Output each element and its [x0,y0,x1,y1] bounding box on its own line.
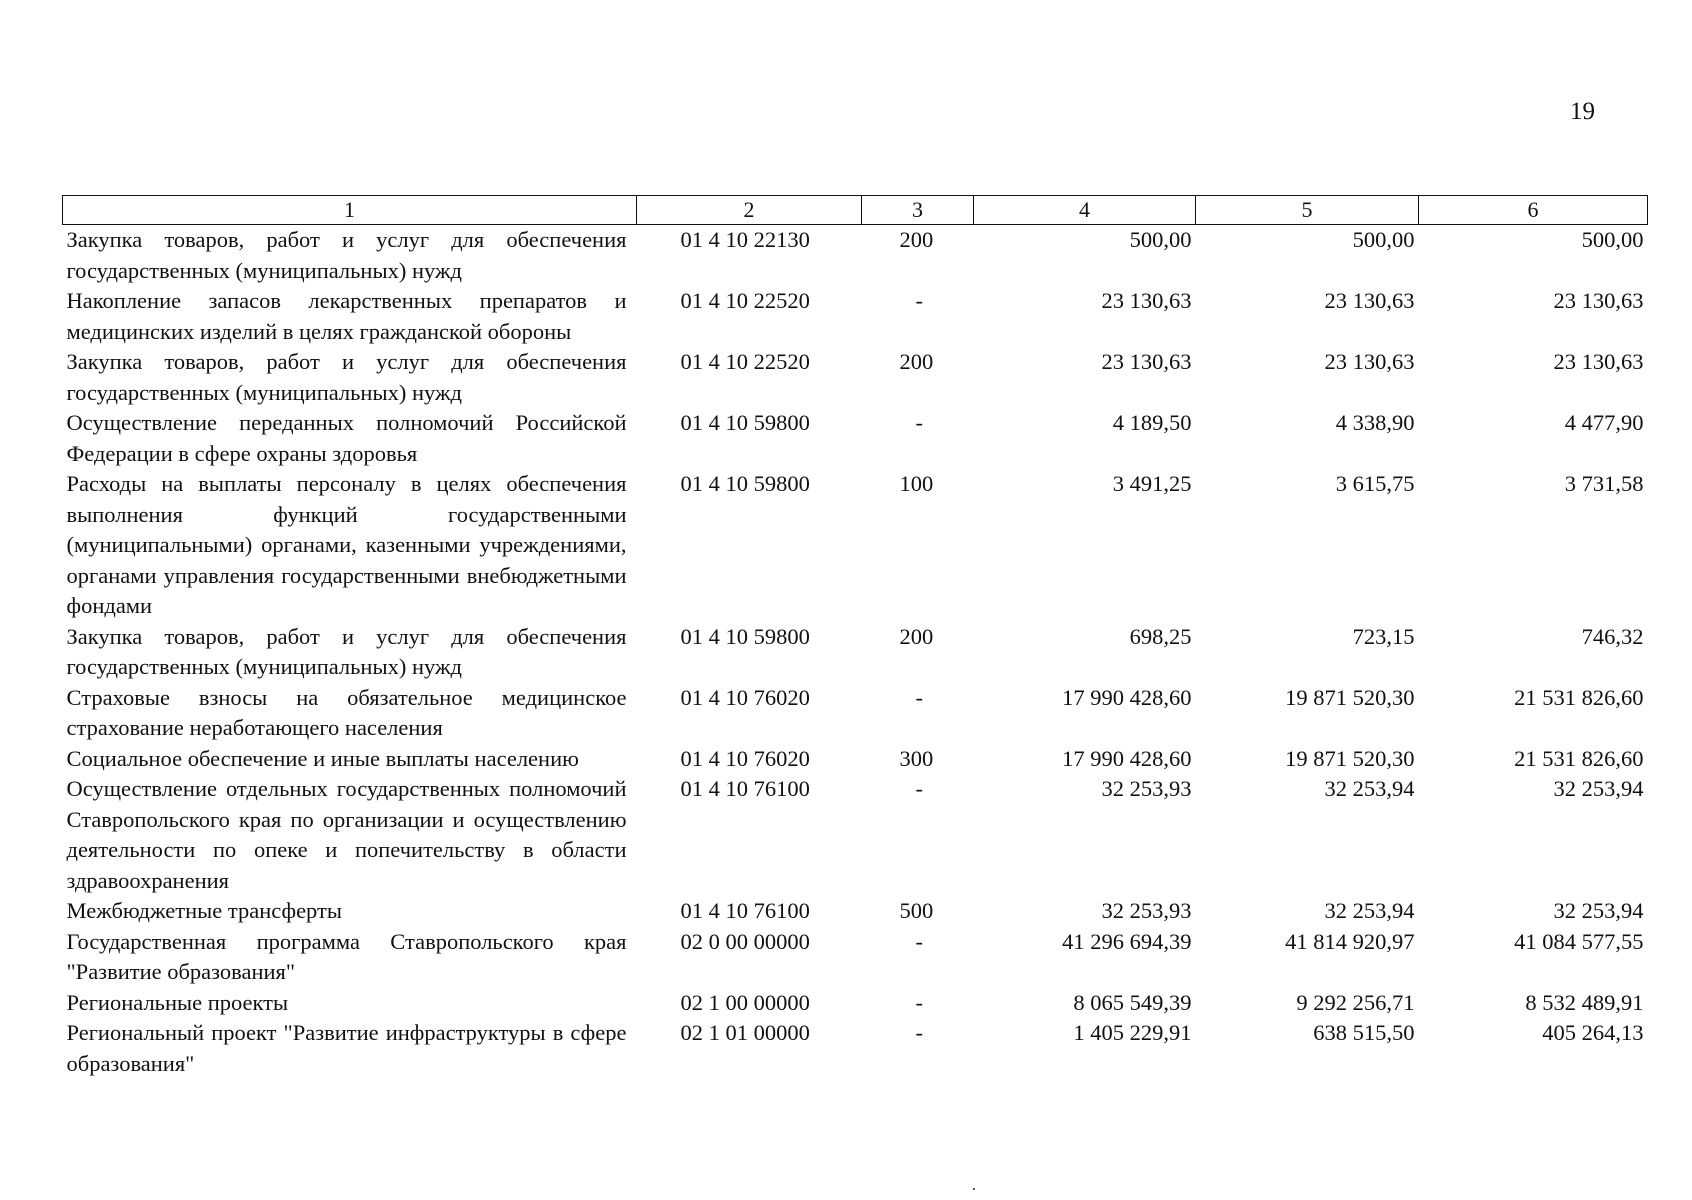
row-value-5: 32 253,94 [1324,898,1415,923]
column-header-2: 2 [637,196,862,225]
row-name: Закупка товаров, работ и услуг для обеспечения государственных (муниципальных) нужд [66,623,627,679]
row-value-6: 3 731,58 [1564,471,1644,496]
column-header-1: 1 [63,196,637,225]
row-value-6: 405 264,13 [1542,1020,1644,1045]
row-value-5: 4 338,90 [1335,410,1415,435]
table-row [63,408,1648,469]
row-code: 01 4 10 59800 [680,471,810,496]
row-value-6: 21 531 826,60 [1514,684,1644,710]
row-type: - [915,928,923,954]
table-row [63,225,1648,287]
row-name: Закупка товаров, работ и услуг для обеспечения государственных (муниципальных) нужд [66,349,627,405]
row-name: Межбюджетные трансферты [66,898,342,923]
row-code: 01 4 10 22520 [680,349,810,374]
table-row [63,744,1648,775]
row-value-4: 500,00 [1129,227,1192,252]
row-value-5: 723,15 [1352,623,1415,649]
row-code: 01 4 10 76020 [680,745,810,771]
row-code: 01 4 10 76100 [680,776,810,801]
row-value-5: 9 292 256,71 [1296,989,1415,1015]
row-value-6: 23 130,63 [1553,288,1644,313]
row-name: Государственная программа Ставропольского края "Развитие образования" [66,928,627,984]
table-body [63,225,1648,1080]
row-code: 01 4 10 76100 [680,898,810,923]
row-type: - [915,288,923,313]
row-value-5: 19 871 520,30 [1285,684,1415,710]
row-type: 300 [899,745,934,771]
row-name: Осуществление отдельных государственных полномочий Ставропольского края по организации и осуществлению деятельности по опеке и попечительству в области здравоохранения [66,776,627,893]
page-number: 19 [1570,98,1595,125]
row-code: 02 1 01 00000 [680,1020,810,1045]
row-value-4: 23 130,63 [1101,288,1192,313]
table-row [63,774,1648,896]
budget-table [62,195,1648,1079]
scan-speck [973,1188,975,1190]
row-value-6: 23 130,63 [1553,349,1644,374]
table-row [63,622,1648,683]
row-code: 01 4 10 59800 [680,623,810,649]
row-type: - [915,410,923,435]
row-value-6: 500,00 [1581,227,1644,252]
row-value-6: 32 253,94 [1553,776,1644,801]
row-value-4: 698,25 [1129,623,1192,649]
row-name: Накопление запасов лекарственных препаратов и медицинских изделий в целях гражданской обороны [66,288,627,344]
row-value-4: 4 189,50 [1112,410,1192,435]
row-code: 02 0 00 00000 [680,928,810,954]
row-code: 01 4 10 76020 [680,684,810,710]
row-type: - [915,1020,923,1045]
row-value-5: 19 871 520,30 [1285,745,1415,771]
row-value-4: 3 491,25 [1112,471,1192,496]
row-name: Закупка товаров, работ и услуг для обеспечения государственных (муниципальных) нужд [66,227,627,283]
row-value-5: 32 253,94 [1324,776,1415,801]
row-type: 200 [899,623,934,649]
table-row [63,683,1648,744]
row-value-4: 23 130,63 [1101,349,1192,374]
header-row [63,196,1648,225]
row-type: 200 [899,227,934,252]
row-code: 02 1 00 00000 [680,989,810,1015]
row-value-4: 8 065 549,39 [1073,989,1192,1015]
row-value-5: 3 615,75 [1335,471,1415,496]
column-header-5: 5 [1196,196,1419,225]
row-type: 500 [899,898,934,923]
row-value-6: 8 532 489,91 [1525,989,1644,1015]
row-name: Региональные проекты [66,989,289,1015]
table-row [63,347,1648,408]
table-row [63,896,1648,927]
row-type: - [915,684,923,710]
row-name: Расходы на выплаты персоналу в целях обеспечения выполнения функций государственными (муниципальными) органами, казенными учреждениями, органами управления государственными внебюджетными фондами [66,471,627,618]
row-type: 200 [899,349,934,374]
row-code: 01 4 10 22130 [680,227,810,252]
row-value-4: 17 990 428,60 [1062,684,1192,710]
row-value-5: 23 130,63 [1324,288,1415,313]
table-row [63,286,1648,347]
row-value-6: 41 084 577,55 [1514,928,1644,954]
column-header-3: 3 [862,196,974,225]
column-header-6: 6 [1419,196,1648,225]
row-name: Осуществление переданных полномочий Российской Федерации в сфере охраны здоровья [66,410,627,466]
table-row [63,1018,1648,1079]
row-value-5: 638 515,50 [1313,1020,1415,1045]
row-value-6: 746,32 [1581,623,1644,649]
row-value-5: 500,00 [1352,227,1415,252]
row-type: 100 [899,471,934,496]
row-value-6: 21 531 826,60 [1514,745,1644,771]
row-value-6: 4 477,90 [1564,410,1644,435]
table-row [63,988,1648,1019]
row-value-5: 23 130,63 [1324,349,1415,374]
row-value-6: 32 253,94 [1553,898,1644,923]
row-value-4: 1 405 229,91 [1073,1020,1192,1045]
row-value-4: 41 296 694,39 [1062,928,1192,954]
row-value-4: 32 253,93 [1101,776,1192,801]
row-code: 01 4 10 59800 [680,410,810,435]
row-value-4: 32 253,93 [1101,898,1192,923]
row-name: Региональный проект "Развитие инфраструктуры в сфере образования" [66,1020,627,1076]
row-name: Социальное обеспечение и иные выплаты населению [66,745,579,771]
column-header-4: 4 [974,196,1196,225]
row-value-5: 41 814 920,97 [1285,928,1415,954]
row-type: - [915,989,923,1015]
table-row [63,469,1648,622]
row-value-4: 17 990 428,60 [1062,745,1192,771]
row-type: - [915,776,923,801]
row-name: Страховые взносы на обязательное медицинское страхование неработающего населения [66,684,627,740]
table-row [63,927,1648,988]
row-code: 01 4 10 22520 [680,288,810,313]
